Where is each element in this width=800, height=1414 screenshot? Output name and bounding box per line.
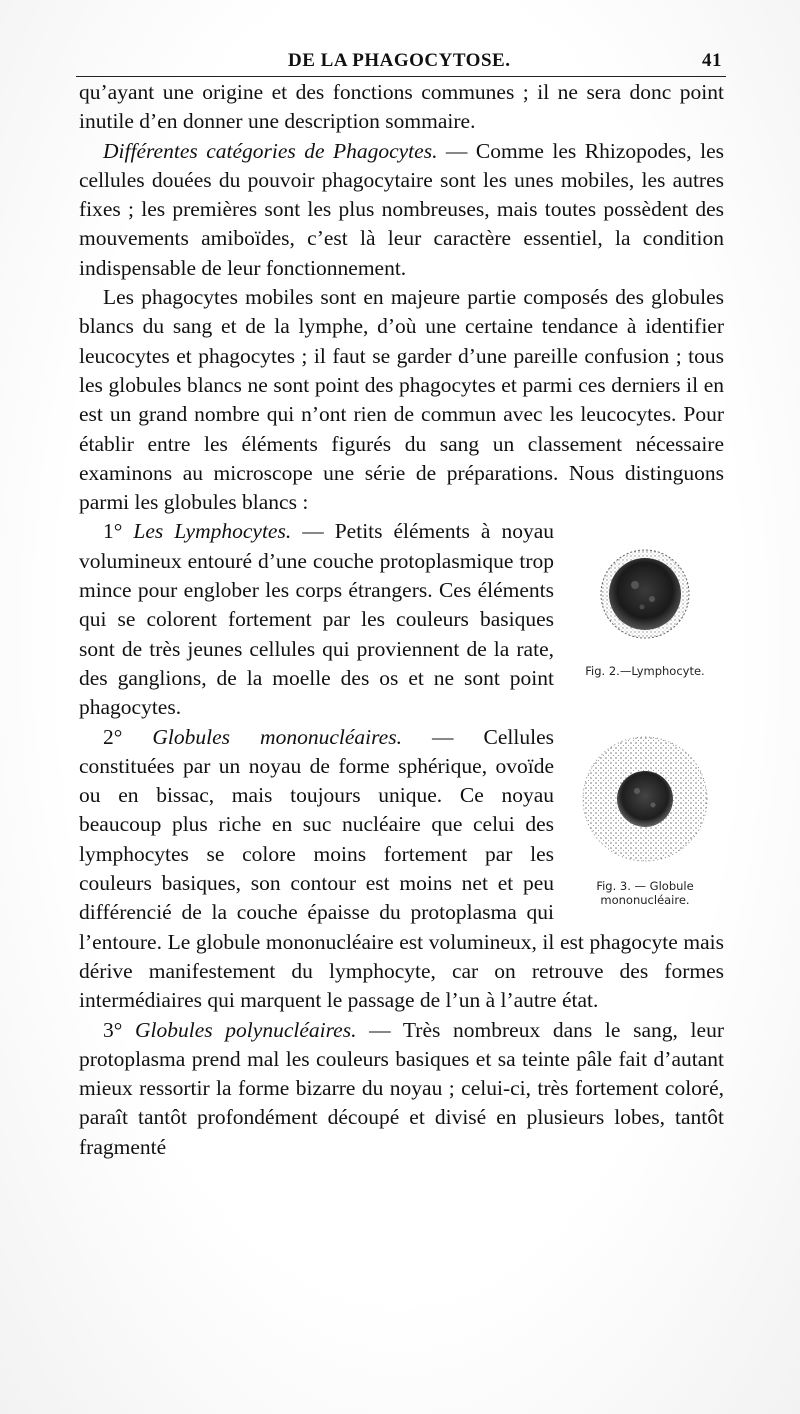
page-header (76, 50, 726, 77)
item-number-2: 2° (103, 724, 153, 749)
figure-mononuclear (566, 727, 724, 919)
paragraph-mobile-phagocytes: Les phagocytes mobiles sont en majeure partie composés des globules blancs du sang et de la lymphe, d’où une certaine tendance à identifier leucocytes et phagocytes ; il faut se garder d’une pareille confusion ; tous les globules blancs ne sont point des phagocytes et parmi ces derniers il en est un grand nombre qui n’ont rien de commun avec les leucocytes. Pour établir entre les éléments figurés du sang un classement nécessaire examinons au microscope une série de préparations. Nous distinguons parmi les globules blancs : (79, 285, 724, 515)
item-number-1: 1° (103, 519, 134, 544)
section-title-lymphocytes: Les Lymphocytes. (133, 519, 292, 544)
body-text (79, 78, 724, 1162)
lymphocyte-illustration (590, 539, 700, 649)
paragraph-polynuclear (79, 1016, 724, 1162)
running-title: DE LA PHAGOCYTOSE. (288, 50, 511, 71)
figure-lymphocyte-caption: Fig. 2.—Lymphocyte. (585, 663, 705, 678)
paragraph-intro: qu’ayant une origine et des fonctions communes ; il ne sera donc point inutile d’en donner une description sommaire. (79, 80, 724, 134)
paragraph-polynuclear-body: — Très nombreux dans le sang, leur protoplasma prend mal les couleurs basiques et sa teinte pâle fait d’autant mieux ressortir la forme bizarre du noyau ; celui-ci, très fortement coloré, paraît tantôt profondément découpé et divisé en plusieurs lobes, tantôt fragmenté (79, 1017, 724, 1159)
section-title-categories: Différentes catégories de Phagocytes. (103, 138, 438, 163)
section-title-polynuclear: Globules polynucléaires. (135, 1017, 357, 1042)
paragraph-mononuclear-body: — Cellules constituées par un noyau de forme sphérique, ovoïde ou en bissac, mais toujours unique. Ce noyau beaucoup plus riche en suc nucléaire que celui des lymphocytes se colore moins fortement par les couleurs basiques, son contour est moins net et peu différencié de la couche épaisse du protoplasma qui l’entoure. Le globule mononucléaire est volumineux, il est phagocyte mais dérive manifestement du lymphocyte, car on retrouve des formes intermédiaires qui marquent le passage de l’un à l’autre état. (79, 724, 724, 1013)
section-title-mononuclear: Globules mononucléaires. (152, 724, 402, 749)
figure-mononuclear-caption: Fig. 3. — Globule mononucléaire. (596, 878, 694, 907)
page-number: 41 (702, 50, 722, 71)
item-number-3: 3° (103, 1017, 136, 1042)
figure-lymphocyte (566, 539, 724, 687)
mononuclear-globule-illustration (575, 727, 715, 867)
paragraph-categories (79, 137, 724, 283)
paragraph-lymphocytes-body: — Petits éléments à noyau volumineux entouré d’une couche protoplasmique trop mince pour englober les corps étrangers. Ces éléments qui se colorent fortement par les couleurs basiques sont de très jeunes cellules qui proviennent de la rate, des ganglions, de la moelle des os et ne sont point phagocytes. (79, 519, 554, 720)
paragraph-categories-body: — Comme les Rhizopodes, les cellules douées du pouvoir phagocytaire sont les unes mobiles, les autres fixes ; les premières sont les plus nombreuses, mais toutes possèdent des mouvements amiboïdes, c’est là leur caractère essentiel, la condition indispensable de leur fonctionnement. (79, 138, 724, 280)
